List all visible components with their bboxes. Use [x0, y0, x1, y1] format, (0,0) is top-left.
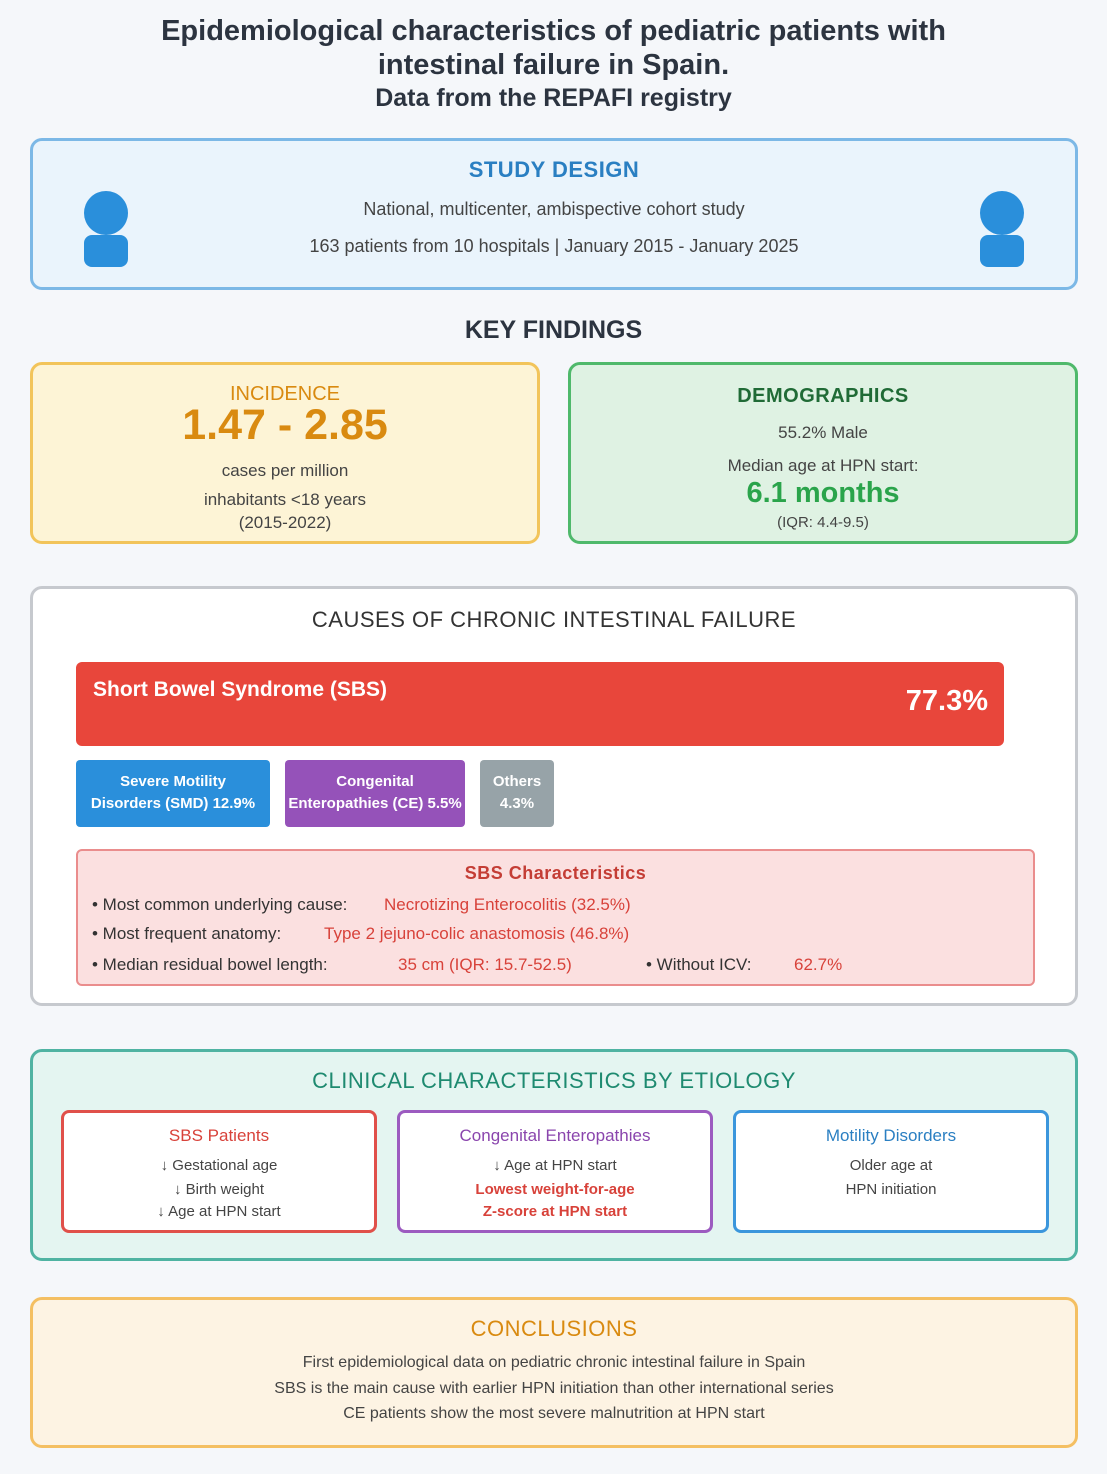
sbs-label: Short Bowel Syndrome (SBS) — [93, 678, 388, 701]
sbs-length-value: 35 cm (IQR: 15.7-52.5) — [398, 955, 572, 974]
demographics-heading: DEMOGRAPHICS — [737, 385, 909, 407]
incidence-value: 1.47 - 2.85 — [182, 401, 388, 449]
incidence-population: inhabitants <18 years — [203, 490, 367, 509]
conclusions-panel — [30, 1297, 1078, 1448]
sbs-cause-value: Necrotizing Enterocolitis (32.5%) — [384, 895, 631, 914]
title-line-2: intestinal failure in Spain. — [377, 49, 730, 81]
conclusion-line: SBS is the main cause with earlier HPN initiation than other international series — [274, 1380, 834, 1397]
sbs-icv-label: • Without ICV: — [646, 955, 752, 974]
motility-card-line: HPN initiation — [845, 1181, 937, 1198]
sbs-length-label: • Median residual bowel length: — [92, 955, 328, 974]
sbs-card-title: SBS Patients — [168, 1126, 270, 1145]
key-findings-heading: KEY FINDINGS — [464, 316, 643, 344]
title-line-1: Epidemiological characteristics of pediatric patients with — [161, 15, 946, 47]
sbs-icv-value: 62.7% — [794, 955, 843, 974]
incidence-heading: INCIDENCE — [229, 383, 340, 405]
sbs-characteristics-box — [76, 849, 1035, 986]
sbs-card-line: ↓ Birth weight — [173, 1181, 265, 1198]
ce-card-line: ↓ Age at HPN start — [493, 1157, 617, 1174]
incidence-period: (2015-2022) — [238, 513, 332, 532]
sbs-card-line: ↓ Gestational age — [160, 1157, 278, 1174]
sbs-cause-label: • Most common underlying cause: — [92, 895, 348, 914]
ce-line-2: Enteropathies (CE) 5.5% — [288, 795, 462, 812]
sbs-anatomy-label: • Most frequent anatomy: — [92, 924, 282, 943]
ce-card — [397, 1110, 713, 1233]
sbs-bar — [76, 662, 1004, 746]
page-title — [0, 14, 1107, 114]
smd-line-1: Severe Motility — [120, 773, 226, 790]
demographics-iqr: (IQR: 4.4-9.5) — [777, 514, 869, 531]
demographics-median-value: 6.1 months — [746, 477, 900, 509]
causes-panel — [30, 586, 1078, 1006]
ce-chip — [285, 760, 465, 827]
conclusion-line: First epidemiological data on pediatric chronic intestinal failure in Spain — [302, 1354, 806, 1371]
study-design-type: National, multicenter, ambispective cohort study — [363, 199, 745, 219]
demographics-median-label: Median age at HPN start: — [727, 456, 919, 475]
ce-line-1: Congenital — [336, 773, 414, 790]
others-line-2: 4.3% — [499, 795, 535, 812]
study-design-panel — [30, 138, 1078, 290]
conclusion-line: CE patients show the most severe malnutrition at HPN start — [343, 1405, 765, 1422]
motility-card — [733, 1110, 1049, 1233]
conclusions-heading: CONCLUSIONS — [470, 1316, 638, 1341]
incidence-panel — [30, 362, 540, 544]
motility-card-line: Older age at — [849, 1157, 933, 1174]
study-design-sample: 163 patients from 10 hospitals | January 2015 - January 2025 — [309, 236, 799, 256]
ce-card-title: Congenital Enteropathies — [459, 1126, 651, 1145]
person-icon — [977, 191, 1027, 271]
others-chip — [480, 760, 554, 827]
ce-card-highlight: Lowest weight-for-age — [475, 1181, 635, 1198]
ce-card-highlight: Z-score at HPN start — [482, 1203, 628, 1220]
title-line-3: Data from the REPAFI registry — [375, 84, 732, 112]
smd-line-2: Disorders (SMD) 12.9% — [90, 795, 256, 812]
clinical-panel — [30, 1049, 1078, 1261]
causes-heading: CAUSES OF CHRONIC INTESTINAL FAILURE — [311, 607, 797, 632]
sbs-characteristics-heading: SBS Characteristics — [464, 863, 647, 883]
smd-chip — [76, 760, 270, 827]
incidence-unit: cases per million — [221, 461, 349, 480]
sbs-anatomy-value: Type 2 jejuno-colic anastomosis (46.8%) — [324, 924, 630, 943]
demographics-panel — [568, 362, 1078, 544]
others-line-1: Others — [492, 773, 542, 790]
sbs-percentage: 77.3% — [905, 685, 988, 717]
sbs-patients-card — [61, 1110, 377, 1233]
clinical-heading: CLINICAL CHARACTERISTICS BY ETIOLOGY — [312, 1068, 796, 1093]
study-design-heading: STUDY DESIGN — [468, 157, 640, 182]
sbs-card-line: ↓ Age at HPN start — [157, 1203, 281, 1220]
motility-card-title: Motility Disorders — [825, 1126, 957, 1145]
demographics-male: 55.2% Male — [778, 423, 868, 442]
